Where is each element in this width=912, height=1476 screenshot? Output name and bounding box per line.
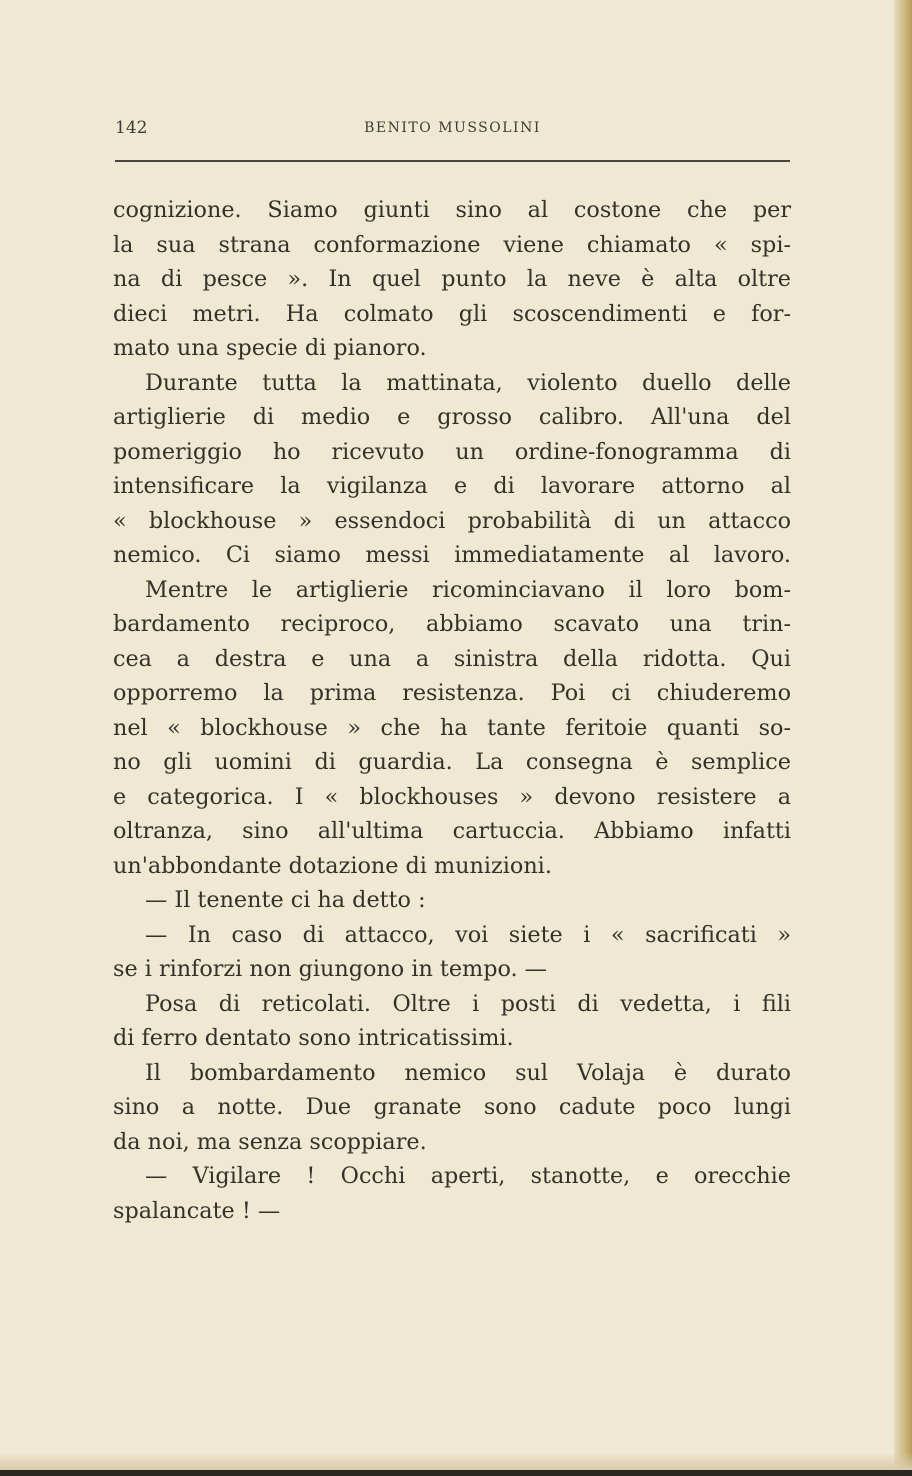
text-line: sino a notte. Due granate sono cadute poco lungi: [113, 1094, 791, 1120]
page-number: 142: [115, 118, 148, 138]
paragraph-continuation: [113, 607, 791, 883]
paragraph-continuation: [113, 1021, 791, 1056]
text-line: artiglierie di medio e grosso calibro. All'una del: [113, 404, 791, 430]
text-line: Posa di reticolati. Oltre i posti di vedetta, i fili: [145, 990, 791, 1017]
text-line: dieci metri. Ha colmato gli scoscendimenti e for-: [113, 300, 791, 327]
paragraph: [113, 573, 791, 608]
paragraph: [113, 366, 791, 401]
text-line: « blockhouse » essendoci probabilità di un attacco: [113, 507, 791, 534]
header-rule: [115, 160, 790, 162]
text-line: Il bombardamento nemico sul Volaja è durato: [145, 1059, 791, 1086]
text-line: un'abbondante dotazione di munizioni.: [113, 852, 552, 879]
paragraph-continuation: [113, 952, 791, 987]
text-line: spalancate ! —: [113, 1197, 281, 1224]
text-line: e categorica. I « blockhouses » devono resistere a: [113, 783, 791, 810]
body-text: [113, 193, 791, 1228]
text-line: cea a destra e una a sinistra della ridotta. Qui: [113, 645, 791, 672]
text-line: la sua strana conformazione viene chiamato « spi-: [113, 231, 791, 258]
text-line: oltranza, sino all'ultima cartuccia. Abbiamo infatti: [113, 818, 791, 844]
text-line: na di pesce ». In quel punto la neve è alta oltre: [113, 266, 791, 292]
page-edge-bottom: [0, 1470, 912, 1476]
text-line: Durante tutta la mattinata, violento duello delle: [145, 369, 791, 396]
page-header: [115, 118, 790, 142]
text-line: di ferro dentato sono intricatissimi.: [113, 1025, 514, 1051]
paragraph: [113, 987, 791, 1022]
paragraph: [113, 193, 791, 366]
paragraph-continuation: [113, 1090, 791, 1159]
text-line: bardamento reciproco, abbiamo scavato una trin-: [113, 611, 791, 637]
paragraph: [113, 918, 791, 953]
text-line: intensificare la vigilanza e di lavorare attorno al: [113, 473, 791, 499]
text-line: pomeriggio ho ricevuto un ordine-fonogramma di: [113, 438, 791, 465]
paragraph: [113, 1056, 791, 1091]
text-line: da noi, ma senza scoppiare.: [113, 1128, 427, 1155]
text-line: no gli uomini di guardia. La consegna è semplice: [113, 749, 791, 775]
text-line: — Vigilare ! Occhi aperti, stanotte, e orecchie: [145, 1163, 791, 1189]
page-edge-right: [894, 0, 912, 1476]
text-line: Mentre le artiglierie ricominciavano il loro bom-: [145, 576, 791, 603]
paragraph-continuation: [113, 400, 791, 573]
text-line: — In caso di attacco, voi siete i « sacrificati »: [145, 921, 791, 948]
text-line: — Il tenente ci ha detto :: [145, 887, 426, 913]
text-line: se i rinforzi non giungono in tempo. —: [113, 956, 547, 982]
paragraph: [113, 883, 791, 918]
text-line: mato una specie di pianoro.: [113, 335, 427, 361]
text-line: nel « blockhouse » che ha tante feritoie quanti so-: [113, 714, 791, 741]
paragraph: [113, 1159, 791, 1194]
paragraph-continuation: [113, 1194, 791, 1229]
text-line: nemico. Ci siamo messi immediatamente al lavoro.: [113, 542, 791, 568]
text-line: opporremo la prima resistenza. Poi ci chiuderemo: [113, 680, 791, 706]
running-head: BENITO MUSSOLINI: [364, 120, 541, 136]
page-edge-shadow: [0, 1452, 912, 1470]
text-line: cognizione. Siamo giunti sino al costone che per: [113, 197, 791, 223]
